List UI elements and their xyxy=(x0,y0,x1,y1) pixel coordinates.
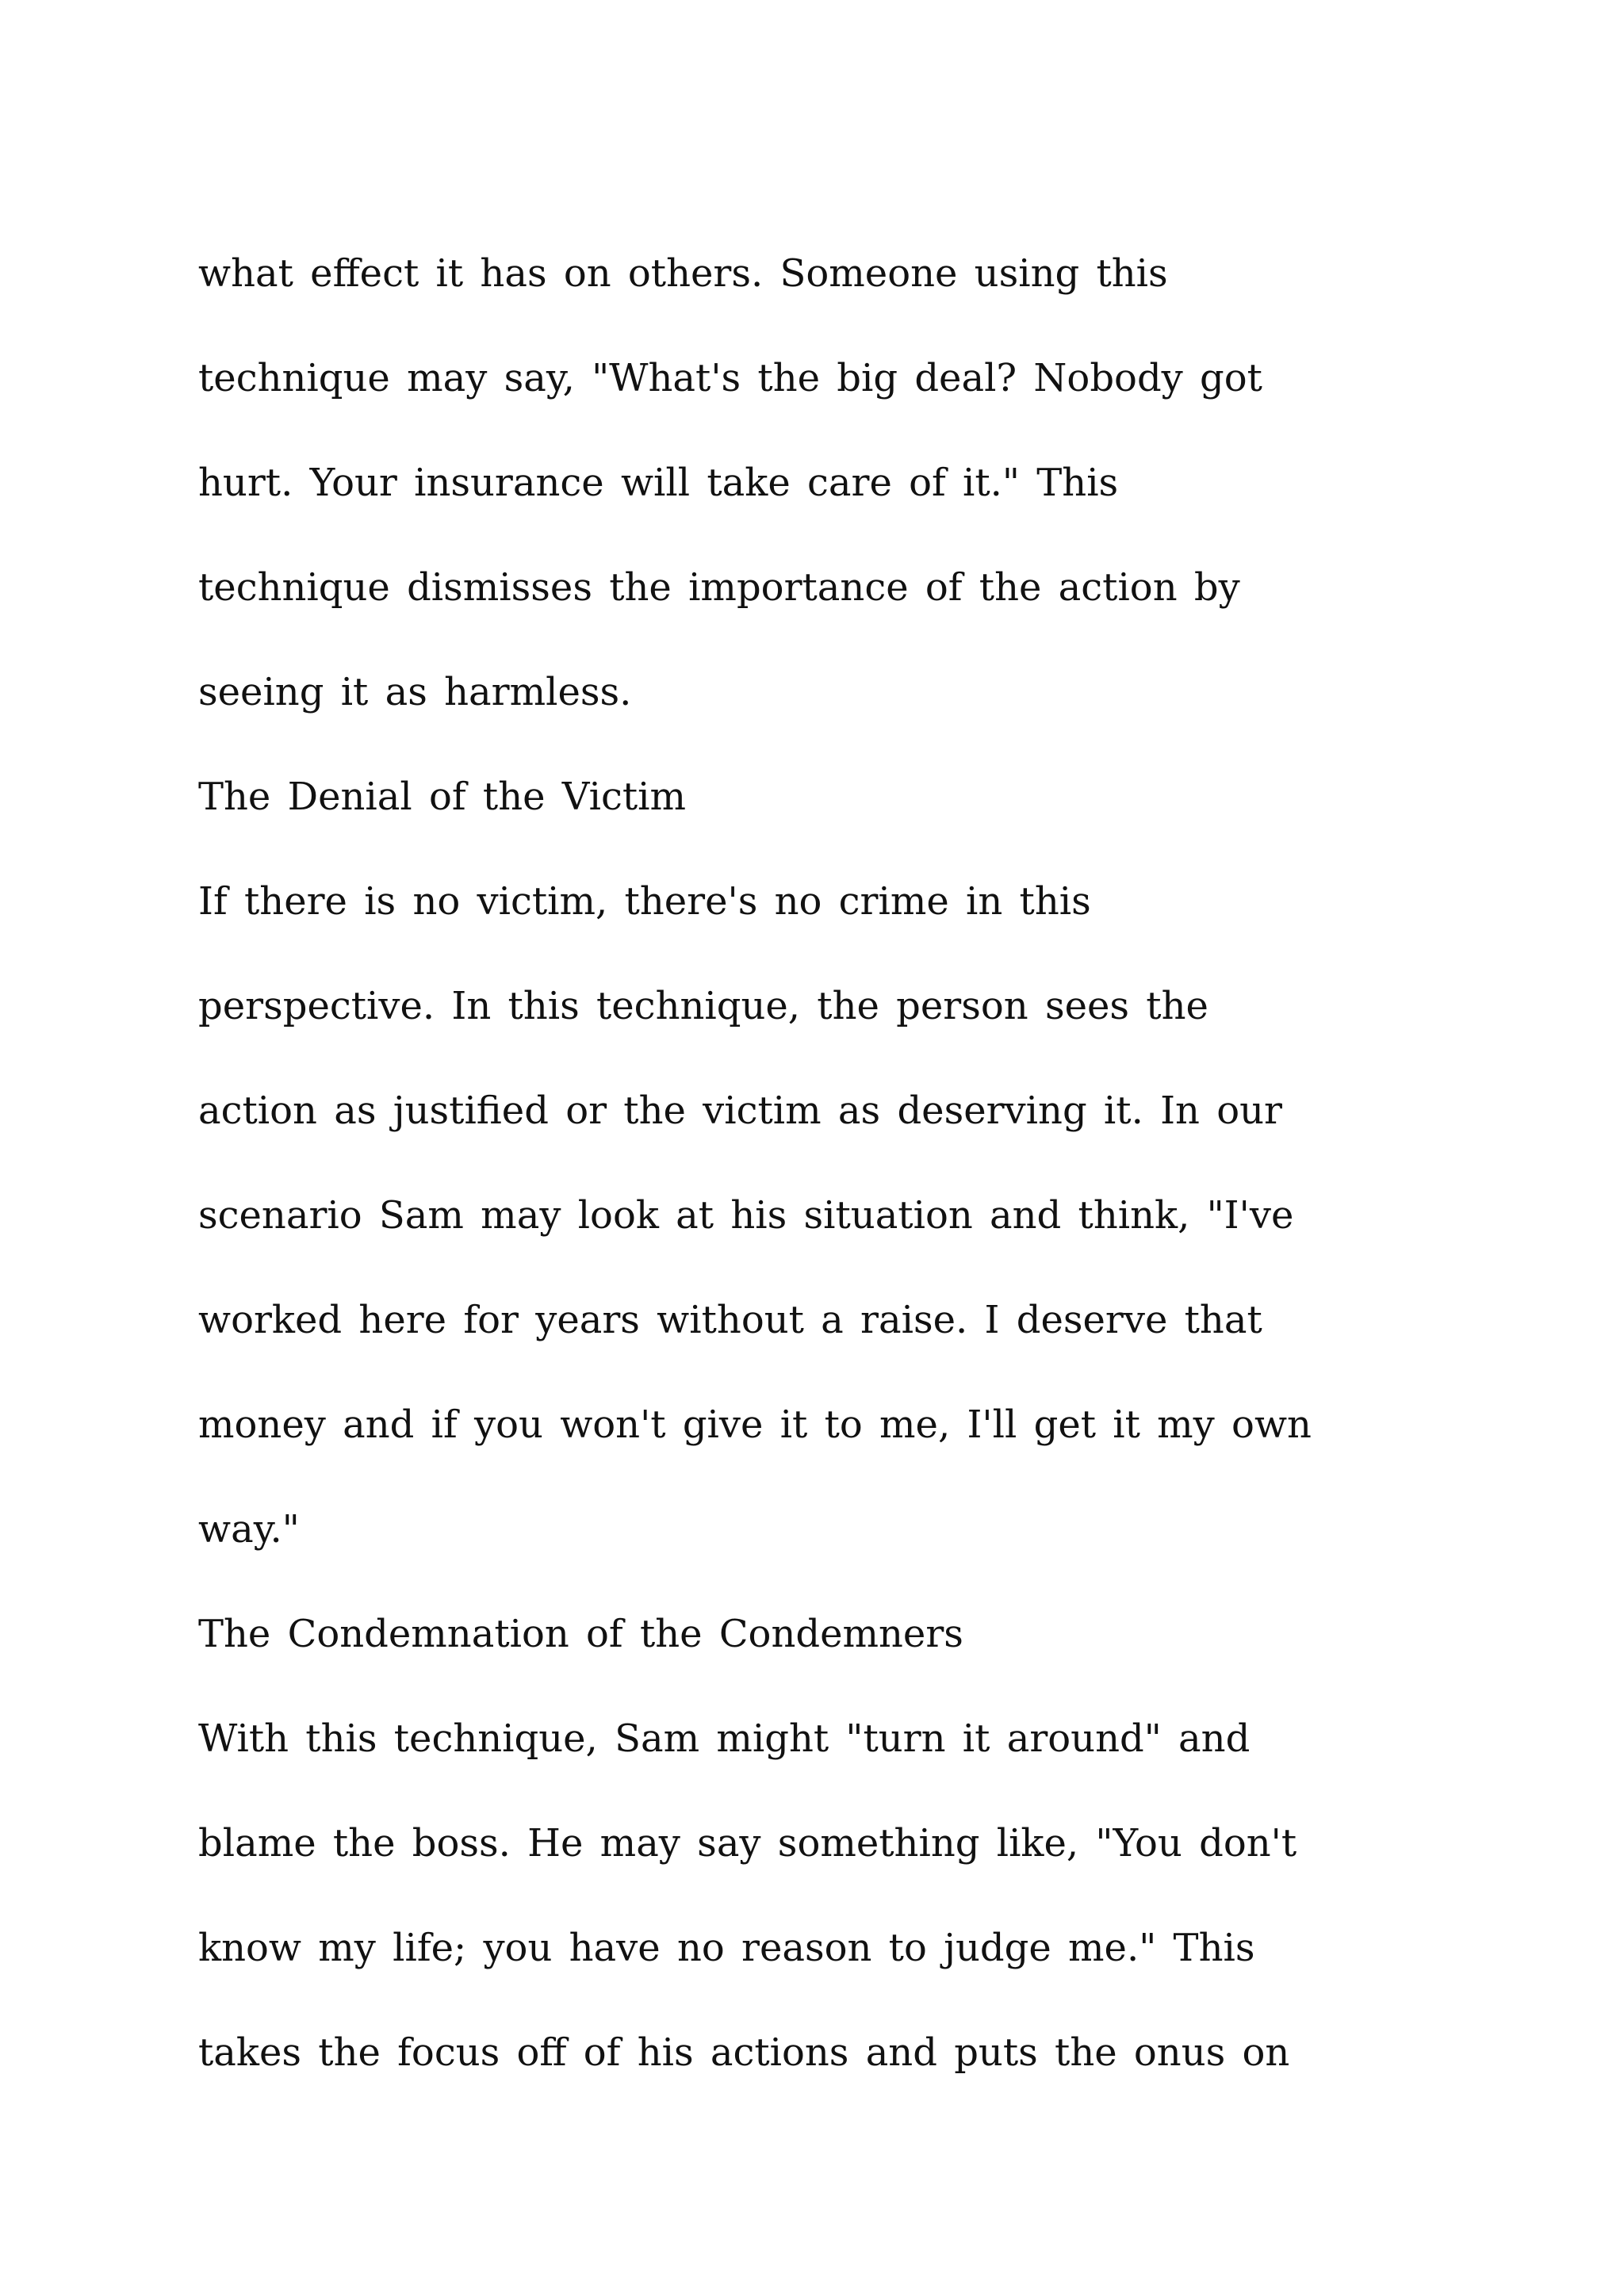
text-line: With this technique, Sam might "turn it around" and xyxy=(198,1716,1251,1761)
text-line: blame the boss. He may say something like, "You don't xyxy=(198,1821,1297,1866)
body-text xyxy=(198,247,1546,2131)
text-line: action as justified or the victim as deserving it. In our xyxy=(198,1089,1282,1133)
text-line: technique may say, "What's the big deal? Nobody got xyxy=(198,356,1262,400)
text-line: money and if you won't give it to me, I'll get it my own xyxy=(198,1402,1312,1447)
text-line: seeing it as harmless. xyxy=(198,670,632,714)
section-heading-denial-of-victim: The Denial of the Victim xyxy=(198,775,686,819)
text-line: worked here for years without a raise. I deserve that xyxy=(198,1298,1262,1342)
text-line: hurt. Your insurance will take care of it." This xyxy=(198,461,1119,505)
text-line: what effect it has on others. Someone using this xyxy=(198,251,1168,296)
section-heading-condemnation: The Condemnation of the Condemners xyxy=(198,1612,963,1656)
text-line: way." xyxy=(198,1507,300,1552)
text-line: If there is no victim, there's no crime in this xyxy=(198,879,1091,924)
text-line: technique dismisses the importance of the action by xyxy=(198,565,1240,610)
text-line: takes the focus off of his actions and puts the onus on xyxy=(198,2030,1290,2075)
text-line: scenario Sam may look at his situation and think, "I've xyxy=(198,1193,1294,1238)
text-line: perspective. In this technique, the person sees the xyxy=(198,984,1208,1028)
text-line: know my life; you have no reason to judge me." This xyxy=(198,1926,1255,1970)
